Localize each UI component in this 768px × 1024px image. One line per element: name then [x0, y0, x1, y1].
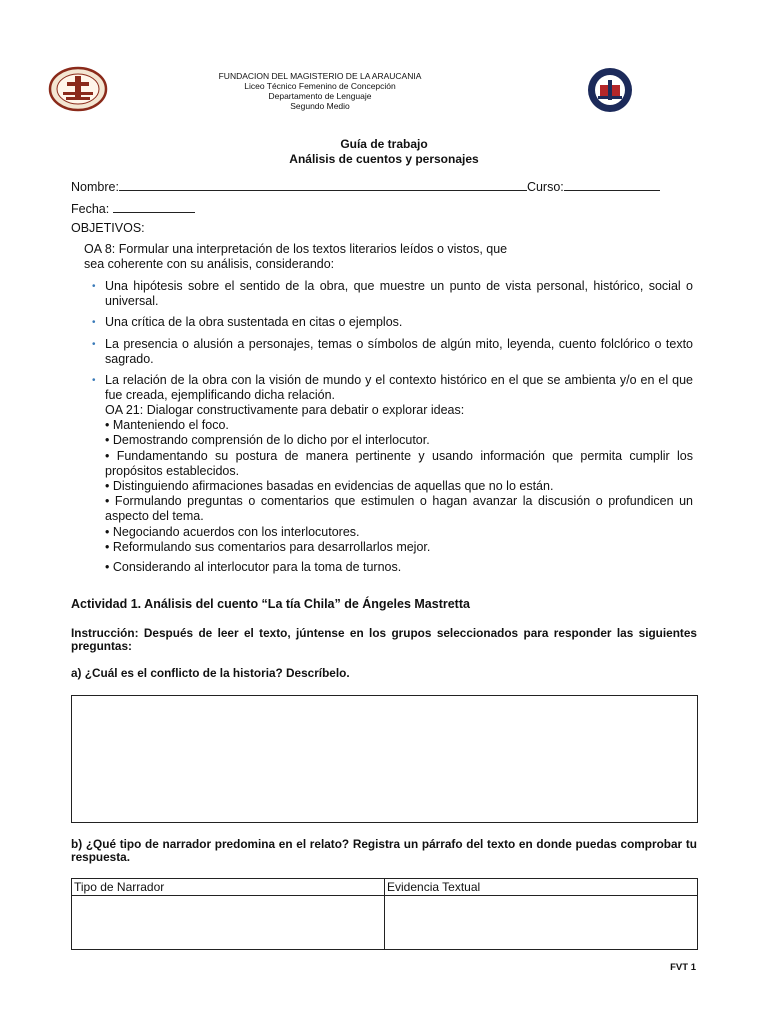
actividad-title: Actividad 1. Análisis del cuento “La tía Chila” de Ángeles Mastretta — [71, 597, 470, 611]
objetivos-label: OBJETIVOS: — [71, 221, 145, 235]
header-foundation: FUNDACION DEL MAGISTERIO DE LA ARAUCANIA — [218, 71, 422, 81]
oa21-item: • Manteniendo el foco. — [105, 418, 229, 433]
nombre-row — [71, 179, 660, 195]
oa21-item: • Fundamentando su postura de manera pertinente y usando información que permita cumplir los propósitos establecidos. — [105, 448, 693, 478]
oa8-line1: OA 8: Formular una interpretación de los textos literarios leídos o vistos, que — [84, 242, 508, 256]
page-title — [0, 137, 768, 167]
oa21-item: • Formulando preguntas o comentarios que estimulen o hagan avanzar la discusión o profundicen un aspecto del tema. — [105, 494, 693, 524]
oa21-item: • Reformulando sus comentarios para desarrollarlos mejor. — [105, 539, 431, 554]
institution-header — [150, 71, 490, 111]
oa21-item: • Negociando acuerdos con los interlocutores. — [105, 524, 360, 539]
bullet-dot-icon: • — [92, 281, 96, 292]
narrador-table — [71, 878, 698, 950]
school-logo-right — [583, 66, 637, 114]
answer-box-a[interactable] — [71, 695, 698, 823]
curso-label: Curso: — [526, 180, 564, 194]
table-header-evidencia: Evidencia Textual — [387, 880, 481, 894]
bullet-dot-icon: • — [92, 339, 96, 350]
nombre-label: Nombre: — [71, 180, 119, 194]
question-a: a) ¿Cuál es el conflicto de la historia? Descríbelo. — [71, 666, 350, 680]
table-header-tipo: Tipo de Narrador — [74, 880, 165, 894]
oa8-bullet-2: • Una crítica de la obra sustentada en citas o ejemplos. — [92, 315, 403, 329]
oa8-line2: sea coherente con su análisis, considerando: — [84, 257, 335, 271]
oa8-intro — [84, 242, 644, 272]
oa21-section — [105, 403, 693, 575]
oa8-bullet-4: • La relación de la obra con la visión de mundo y el contexto histórico en el que se ambienta y/o en el que fue creada, ejemplificando dicha relación. — [92, 373, 693, 402]
actividad-instruccion: Instrucción: Después de leer el texto, júntense en los grupos seleccionados para responder las siguientes preguntas: — [71, 626, 697, 653]
bullet-dot-icon: • — [92, 375, 96, 386]
fecha-label: Fecha: — [71, 202, 110, 216]
table-cell-tipo[interactable] — [72, 896, 383, 949]
bullet-dot-icon: • — [92, 317, 96, 328]
header-department: Departamento de Lenguaje — [268, 91, 372, 101]
header-grade: Segundo Medio — [290, 101, 350, 111]
fecha-row — [71, 201, 195, 217]
header-school: Liceo Técnico Femenino de Concepción — [244, 81, 396, 91]
title-line1: Guía de trabajo — [340, 137, 428, 151]
curso-field[interactable] — [564, 179, 660, 191]
oa8-bullet-3: • La presencia o alusión a personajes, temas o símbolos de algún mito, leyenda, cuento folclórico o texto sagrado. — [92, 337, 693, 366]
school-seal-logo-left — [48, 66, 108, 112]
footer-code: FVT 1 — [670, 962, 696, 973]
oa21-item: • Distinguiendo afirmaciones basadas en evidencias de aquellas que no lo están. — [105, 479, 554, 494]
oa21-item: • Considerando al interlocutor para la toma de turnos. — [105, 560, 402, 575]
title-line2: Análisis de cuentos y personajes — [289, 152, 479, 166]
nombre-field[interactable] — [119, 179, 527, 191]
table-cell-evidencia[interactable] — [385, 896, 697, 949]
oa21-title: OA 21: Dialogar constructivamente para debatir o explorar ideas: — [105, 403, 465, 417]
oa8-bullet-1: • Una hipótesis sobre el sentido de la obra, que muestre un punto de vista personal, histórico, social o universal. — [92, 279, 693, 308]
fecha-field[interactable] — [113, 201, 195, 213]
question-b: b) ¿Qué tipo de narrador predomina en el relato? Registra un párrafo del texto en donde puedas comprobar tu respuesta. — [71, 837, 697, 864]
oa21-item: • Demostrando comprensión de lo dicho por el interlocutor. — [105, 433, 430, 448]
